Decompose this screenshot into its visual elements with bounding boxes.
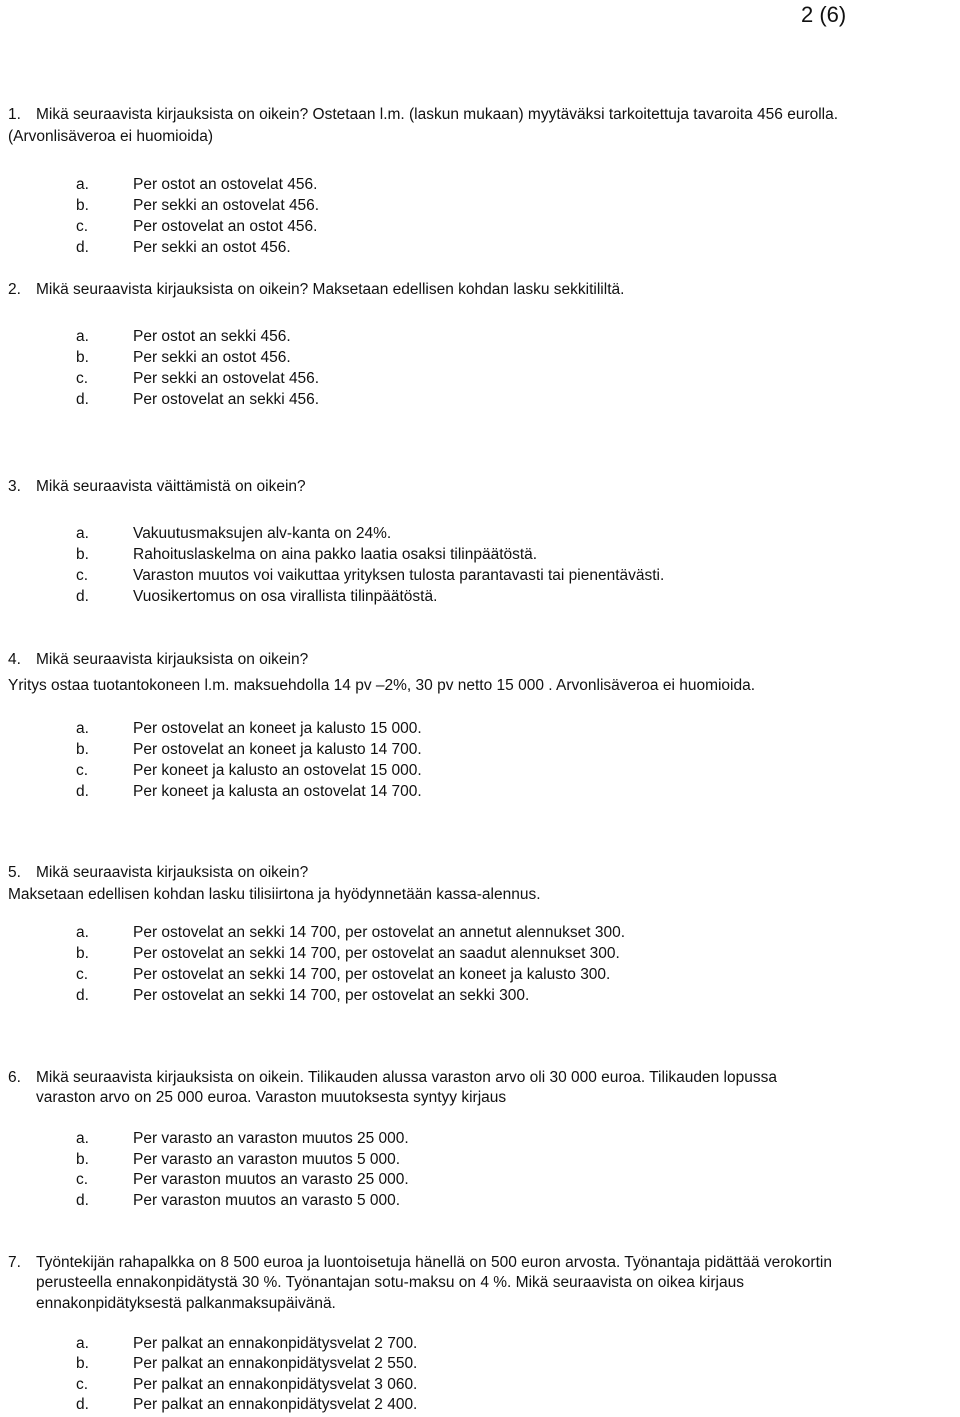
option-letter: c. — [76, 1376, 89, 1393]
option-c[interactable] — [0, 762, 960, 782]
option-letter: d. — [76, 1396, 89, 1413]
option-c[interactable] — [0, 370, 960, 390]
option-d[interactable] — [0, 1396, 960, 1416]
question-description: Yritys ostaa tuotantokoneen l.m. maksuehdolla 14 pv –2%, 30 pv netto 15 000 . Arvonlisäveroa ei huomioida. — [8, 677, 756, 694]
option-c[interactable] — [0, 1376, 960, 1396]
option-text: Per ostovelat an koneet ja kalusto 14 700. — [133, 741, 422, 758]
option-text: Per sekki an ostovelat 456. — [133, 197, 320, 214]
question-text-continuation: ennakonpidätyksestä palkanmaksupäivänä. — [36, 1295, 336, 1312]
option-text: Per koneet ja kalusto an ostovelat 15 000. — [133, 762, 422, 779]
option-c[interactable] — [0, 218, 960, 238]
option-letter: b. — [76, 945, 89, 962]
option-letter: a. — [76, 924, 89, 941]
option-letter: b. — [76, 1355, 89, 1372]
option-letter: d. — [76, 588, 89, 605]
question-number: 6. — [8, 1069, 21, 1086]
option-text: Per ostovelat an sekki 456. — [133, 391, 320, 408]
question-text: Mikä seuraavista kirjauksista on oikein? Ostetaan l.m. (laskun mukaan) myytäväksi tarkoitettuja tavaroita 456 eurolla. — [36, 106, 839, 123]
option-letter: d. — [76, 391, 89, 408]
option-a[interactable] — [0, 328, 960, 348]
option-b[interactable] — [0, 741, 960, 761]
option-text: Per ostot an sekki 456. — [133, 328, 291, 345]
question-text: Mikä seuraavista kirjauksista on oikein? — [36, 864, 309, 881]
option-text: Per ostovelat an ostot 456. — [133, 218, 318, 235]
option-letter: a. — [76, 328, 89, 345]
option-text: Varaston muutos voi vaikuttaa yrityksen tulosta parantavasti tai pienentävästi. — [133, 567, 665, 584]
option-letter: a. — [76, 525, 89, 542]
option-text: Per palkat an ennakonpidätysvelat 2 550. — [133, 1355, 418, 1372]
option-d[interactable] — [0, 987, 960, 1007]
option-text: Per palkat an ennakonpidätysvelat 3 060. — [133, 1376, 418, 1393]
option-b[interactable] — [0, 546, 960, 566]
option-letter: b. — [76, 349, 89, 366]
option-text: Vakuutusmaksujen alv-kanta on 24%. — [133, 525, 392, 542]
option-letter: b. — [76, 546, 89, 563]
question-text-continuation: perusteella ennakonpidätystä 30 %. Työnantajan sotu-maksu on 4 %. Mikä seuraavista on oikea kirjaus — [36, 1274, 744, 1291]
option-d[interactable] — [0, 783, 960, 803]
question-number: 7. — [8, 1254, 21, 1271]
option-a[interactable] — [0, 720, 960, 740]
option-letter: c. — [76, 370, 89, 387]
option-text: Per varasto an varaston muutos 25 000. — [133, 1130, 409, 1147]
option-letter: c. — [76, 762, 89, 779]
question-number: 4. — [8, 651, 21, 668]
question-description: Maksetaan edellisen kohdan lasku tilisiirtona ja hyödynnetään kassa-alennus. — [8, 886, 541, 903]
option-c[interactable] — [0, 966, 960, 986]
option-text: Vuosikertomus on osa virallista tilinpäätöstä. — [133, 588, 438, 605]
option-d[interactable] — [0, 239, 960, 259]
option-letter: c. — [76, 1171, 89, 1188]
question-number: 1. — [8, 106, 21, 123]
question-number: 3. — [8, 478, 21, 495]
question-text: Mikä seuraavista väittämistä on oikein? — [36, 478, 306, 495]
question-text: Työntekijän rahapalkka on 8 500 euroa ja luontoisetuja hänellä on 500 euron arvosta. Työnantaja pidättää verokortin — [36, 1254, 832, 1271]
option-d[interactable] — [0, 1192, 960, 1212]
option-text: Per palkat an ennakonpidätysvelat 2 700. — [133, 1335, 418, 1352]
option-letter: a. — [76, 1335, 89, 1352]
option-a[interactable] — [0, 1335, 960, 1355]
option-text: Per sekki an ostot 456. — [133, 239, 291, 256]
option-text: Per varasto an varaston muutos 5 000. — [133, 1151, 401, 1168]
option-letter: d. — [76, 1192, 89, 1209]
question-text: Mikä seuraavista kirjauksista on oikein? — [36, 651, 309, 668]
option-letter: a. — [76, 720, 89, 737]
option-text: Per palkat an ennakonpidätysvelat 2 400. — [133, 1396, 418, 1413]
question-number: 5. — [8, 864, 21, 881]
option-text: Per koneet ja kalusta an ostovelat 14 700. — [133, 783, 422, 800]
option-b[interactable] — [0, 1355, 960, 1375]
option-letter: b. — [76, 741, 89, 758]
option-b[interactable] — [0, 1151, 960, 1171]
option-letter: b. — [76, 1151, 89, 1168]
option-d[interactable] — [0, 588, 960, 608]
option-letter: b. — [76, 197, 89, 214]
option-a[interactable] — [0, 1130, 960, 1150]
option-text: Per ostot an ostovelat 456. — [133, 176, 318, 193]
option-d[interactable] — [0, 391, 960, 411]
option-text: Per ostovelat an sekki 14 700, per ostovelat an saadut alennukset 300. — [133, 945, 620, 962]
option-text: Per ostovelat an sekki 14 700, per ostovelat an koneet ja kalusto 300. — [133, 966, 611, 983]
option-b[interactable] — [0, 197, 960, 217]
question-text: Mikä seuraavista kirjauksista on oikein? Maksetaan edellisen kohdan lasku sekkitililtä. — [36, 281, 625, 298]
question-text-continuation: (Arvonlisäveroa ei huomioida) — [8, 128, 214, 145]
option-letter: a. — [76, 1130, 89, 1147]
option-text: Per ostovelat an koneet ja kalusto 15 000. — [133, 720, 422, 737]
option-letter: c. — [76, 218, 89, 235]
option-text: Per sekki an ostovelat 456. — [133, 370, 320, 387]
option-c[interactable] — [0, 567, 960, 587]
option-text: Per sekki an ostot 456. — [133, 349, 291, 366]
option-letter: c. — [76, 567, 89, 584]
question-number: 2. — [8, 281, 21, 298]
option-text: Rahoituslaskelma on aina pakko laatia osaksi tilinpäätöstä. — [133, 546, 538, 563]
option-text: Per varaston muutos an varasto 25 000. — [133, 1171, 409, 1188]
question-text: Mikä seuraavista kirjauksista on oikein. Tilikauden alussa varaston arvo oli 30 000 euroa. Tilikauden lopussa — [36, 1069, 777, 1086]
option-letter: a. — [76, 176, 89, 193]
option-letter: d. — [76, 239, 89, 256]
option-a[interactable] — [0, 176, 960, 196]
option-text: Per ostovelat an sekki 14 700, per ostovelat an annetut alennukset 300. — [133, 924, 626, 941]
option-letter: d. — [76, 783, 89, 800]
option-b[interactable] — [0, 349, 960, 369]
option-text: Per ostovelat an sekki 14 700, per ostovelat an sekki 300. — [133, 987, 530, 1004]
page-number: 2 (6) — [801, 2, 847, 27]
option-c[interactable] — [0, 1171, 960, 1191]
option-b[interactable] — [0, 945, 960, 965]
option-letter: d. — [76, 987, 89, 1004]
option-a[interactable] — [0, 924, 960, 944]
option-a[interactable] — [0, 525, 960, 545]
option-letter: c. — [76, 966, 89, 983]
question-text-continuation: varaston arvo on 25 000 euroa. Varaston muutoksesta syntyy kirjaus — [36, 1089, 507, 1106]
option-text: Per varaston muutos an varasto 5 000. — [133, 1192, 401, 1209]
